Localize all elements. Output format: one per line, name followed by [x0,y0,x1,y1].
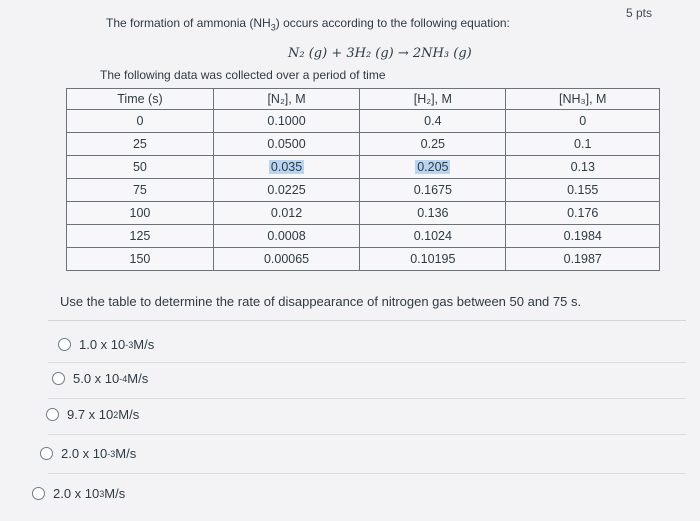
answer-exponent: 2 [113,409,119,420]
table-row [67,110,660,133]
cell-nh3: 0 [506,110,660,133]
radio-button[interactable] [58,338,71,351]
intro-pre: The formation of ammonia (NH [106,16,271,30]
table-row [67,133,660,156]
answer-option-4[interactable] [40,446,136,461]
answer-mantissa: 2.0 x 10 [61,446,108,461]
answer-unit: M/s [115,446,137,461]
cell-h2: 0.10195 [360,248,506,271]
chemical-equation: N₂ (g) + 3H₂ (g) → 2NH₃ (g) [288,46,472,61]
radio-button[interactable] [40,447,53,460]
radio-button[interactable] [32,487,45,500]
highlighted-value: 0.035 [270,160,303,174]
highlighted-value: 0.205 [417,160,449,174]
answer-unit: M/s [118,407,140,422]
table-row [67,225,660,248]
answer-unit: M/s [127,371,149,386]
header-time: Time (s) [67,89,214,110]
cell-h2: 0.4 [360,110,506,133]
cell-n2: 0.0225 [213,179,359,202]
table-row [67,202,660,225]
divider [48,473,686,474]
cell-time: 75 [67,179,214,202]
question-text: Use the table to determine the rate of disappearance of nitrogen gas between 50 and 75 s. [60,294,582,309]
answer-exponent: -3 [107,448,116,459]
cell-h2: 0.1675 [360,179,506,202]
cell-n2: 0.0500 [213,133,359,156]
cell-n2: 0.0008 [213,225,359,248]
cell-n2: 0.00065 [213,248,359,271]
cell-nh3: 0.1984 [506,225,660,248]
radio-button[interactable] [46,408,59,421]
cell-h2 [360,156,506,179]
answer-option-3[interactable] [46,407,139,422]
answer-mantissa: 5.0 x 10 [73,371,120,386]
answer-mantissa: 9.7 x 10 [67,407,114,422]
cell-nh3: 0.1987 [506,248,660,271]
cell-nh3: 0.1 [506,133,660,156]
divider [48,398,686,399]
cell-n2: 0.012 [213,202,359,225]
header-h2: [H₂], M [360,89,506,110]
divider [48,320,686,321]
cell-time: 50 [67,156,214,179]
answer-exponent: 3 [99,488,105,499]
collected-text: The following data was collected over a period of time [100,68,386,82]
cell-nh3: 0.13 [506,156,660,179]
cell-n2: 0.1000 [213,110,359,133]
answer-mantissa: 2.0 x 10 [53,486,100,501]
points-label: 5 pts [625,6,652,20]
radio-button[interactable] [52,372,65,385]
answer-exponent: -4 [119,373,128,384]
divider [48,434,686,435]
answer-exponent: -3 [125,339,134,350]
cell-time: 25 [67,133,214,156]
answer-option-5[interactable] [32,486,125,501]
cell-n2 [213,156,359,179]
divider [48,362,686,363]
data-table [66,88,660,271]
answer-unit: M/s [133,337,155,352]
cell-time: 125 [67,225,214,248]
table-row [67,156,660,179]
table-header-row [67,89,660,110]
answer-unit: M/s [104,486,126,501]
intro-sub: 3 [270,22,276,33]
cell-h2: 0.136 [360,202,506,225]
header-n2: [N₂], M [213,89,359,110]
answer-option-1[interactable] [58,337,154,352]
answer-option-2[interactable] [52,371,148,386]
cell-h2: 0.1024 [360,225,506,248]
header-nh3: [NH₃], M [506,89,660,110]
table-row [67,179,660,202]
intro-text [106,16,510,32]
answer-mantissa: 1.0 x 10 [79,337,126,352]
table-row [67,248,660,271]
cell-time: 0 [67,110,214,133]
cell-nh3: 0.155 [506,179,660,202]
cell-h2: 0.25 [360,133,506,156]
intro-post: ) occurs according to the following equation: [275,16,510,30]
cell-time: 150 [67,248,214,271]
cell-nh3: 0.176 [506,202,660,225]
cell-time: 100 [67,202,214,225]
